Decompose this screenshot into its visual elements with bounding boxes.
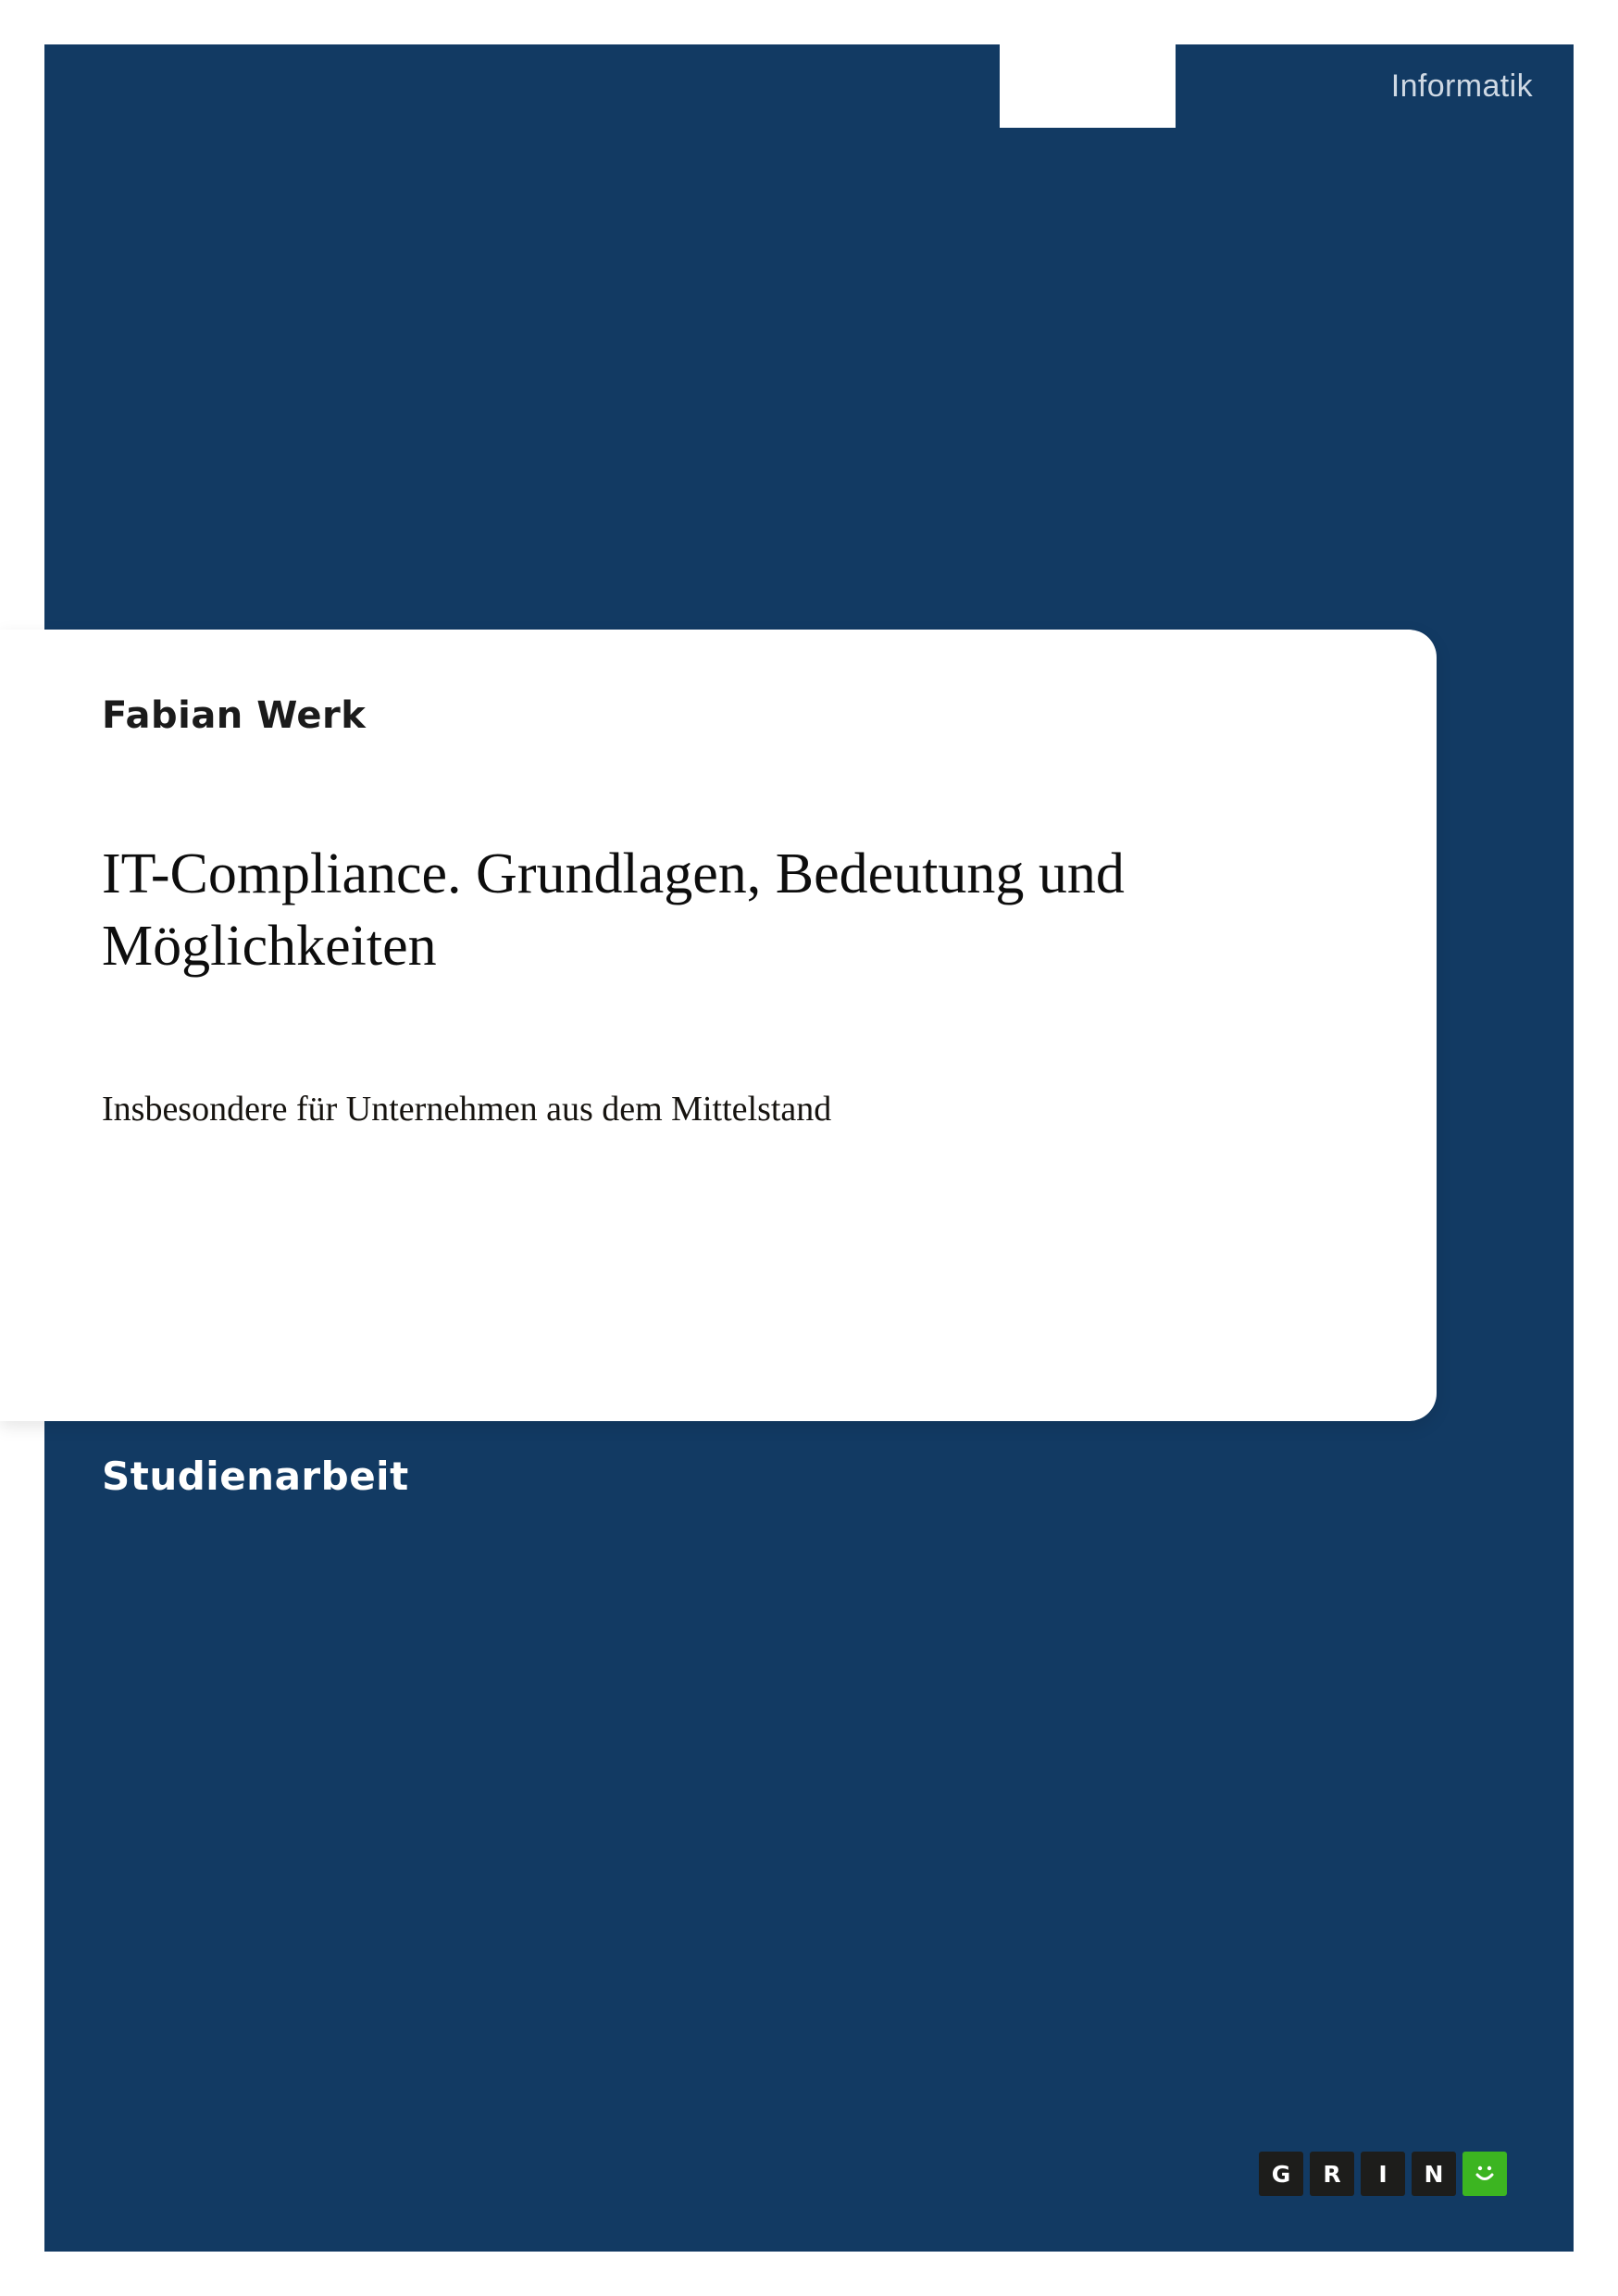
logo-letter-n: N — [1412, 2152, 1456, 2196]
smiley-icon — [1462, 2152, 1507, 2196]
logo-letter-g: G — [1259, 2152, 1303, 2196]
grin-publisher-logo — [1259, 2152, 1507, 2196]
title-card — [0, 630, 1437, 1421]
category-badge — [1176, 44, 1574, 128]
document-type-label: Studienarbeit — [102, 1454, 409, 1499]
page-title: IT-Compliance. Grundlagen, Bedeutung und Möglichkeiten — [102, 842, 1125, 978]
author-name: Fabian Werk — [102, 694, 367, 737]
category-label: Informatik — [1390, 68, 1533, 104]
logo-letter-r: R — [1310, 2152, 1354, 2196]
logo-letter-i: I — [1361, 2152, 1405, 2196]
page-subtitle: Insbesondere für Unternehmen aus dem Mittelstand — [102, 1090, 832, 1129]
